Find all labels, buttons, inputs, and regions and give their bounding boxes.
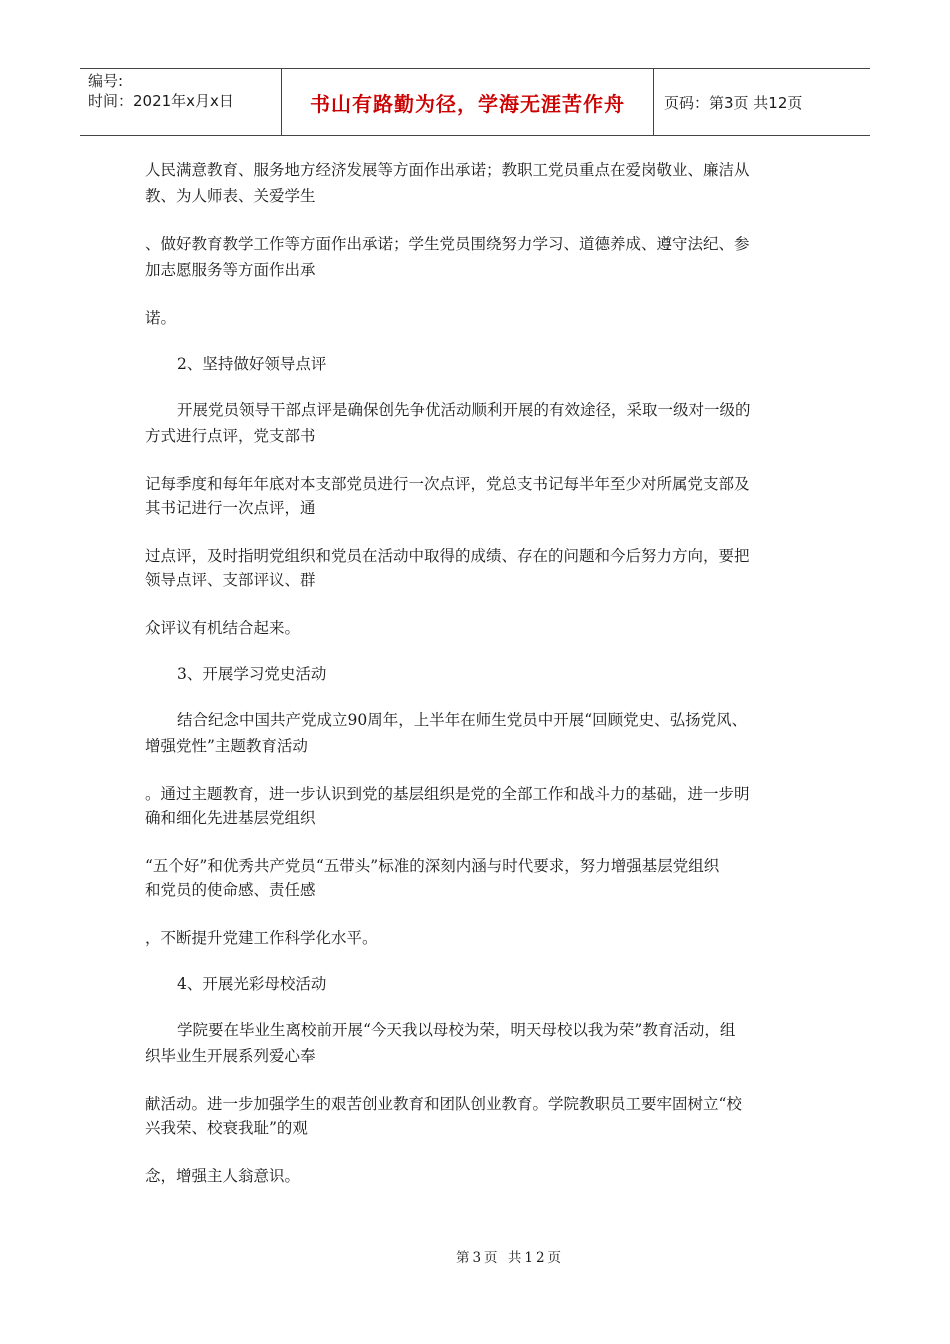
body-line: 和党员的使命感、责任感 [145, 881, 316, 899]
body-line: 过点评，及时指明党组织和党员在活动中取得的成绩、存在的问题和今后努力方向，要把 [145, 547, 750, 565]
serial-label: 编号: [88, 72, 124, 90]
header-motto: 书山有路勤为径，学海无涯苦作舟 [282, 69, 654, 135]
header-page-info: 页码：第3页 共12页 [664, 93, 803, 112]
body-line: 领导点评、支部评议、群 [145, 571, 316, 589]
body-line: 献活动。进一步加强学生的艰苦创业教育和团队创业教育。学院教职员工要牢固树立“校 [145, 1095, 742, 1113]
header-meta [80, 69, 282, 135]
body-line: 人民满意教育、服务地方经济发展等方面作出承诺；教职工党员重点在爱岗敬业、廉洁从 [145, 161, 750, 179]
body-line: 确和细化先进基层党组织 [145, 809, 316, 827]
body-line: 增强党性”主题教育活动 [145, 737, 308, 755]
body-line: 。通过主题教育，进一步认识到党的基层组织是党的全部工作和战斗力的基础，进一步明 [145, 785, 750, 803]
body-line: 教、为人师表、关爱学生 [145, 187, 316, 205]
page-header [80, 68, 870, 136]
body-line: 加志愿服务等方面作出承 [145, 261, 316, 279]
body-line: 学院要在毕业生离校前开展“今天我以母校为荣，明天母校以我为荣”教育活动，组 [177, 1021, 736, 1039]
body-line: 、做好教育教学工作等方面作出承诺；学生党员围绕努力学习、道德养成、遵守法纪、参 [145, 235, 750, 253]
body-line: 念，增强主人翁意识。 [145, 1167, 301, 1185]
time-label: 时间：2021年x月x日 [88, 92, 234, 110]
section-heading: 2、坚持做好领导点评 [177, 355, 327, 373]
body-line: 众评议有机结合起来。 [145, 619, 301, 637]
body-line: ，不断提升党建工作科学化水平。 [145, 929, 378, 947]
body-line: “五个好”和优秀共产党员“五带头”标准的深刻内涵与时代要求，努力增强基层党组织 [145, 857, 720, 875]
body-line: 织毕业生开展系列爱心奉 [145, 1047, 316, 1065]
body-line: 记每季度和每年年底对本支部党员进行一次点评，党总支书记每半年至少对所属党支部及 [145, 475, 750, 493]
body-line: 开展党员领导干部点评是确保创先争优活动顺利开展的有效途径，采取一级对一级的 [177, 401, 751, 419]
body-line: 兴我荣、校衰我耻”的观 [145, 1119, 308, 1137]
page-footer: 第3页 共12页 [455, 1250, 565, 1266]
body-line: 结合纪念中国共产党成立90周年，上半年在师生党员中开展“回顾党史、弘扬党风、 [177, 711, 748, 729]
body-line: 方式进行点评，党支部书 [145, 427, 316, 445]
body-line: 其书记进行一次点评，通 [145, 499, 316, 517]
body-line: 诺。 [145, 309, 177, 327]
section-heading: 4、开展光彩母校活动 [177, 975, 327, 993]
section-heading: 3、开展学习党史活动 [177, 665, 327, 683]
